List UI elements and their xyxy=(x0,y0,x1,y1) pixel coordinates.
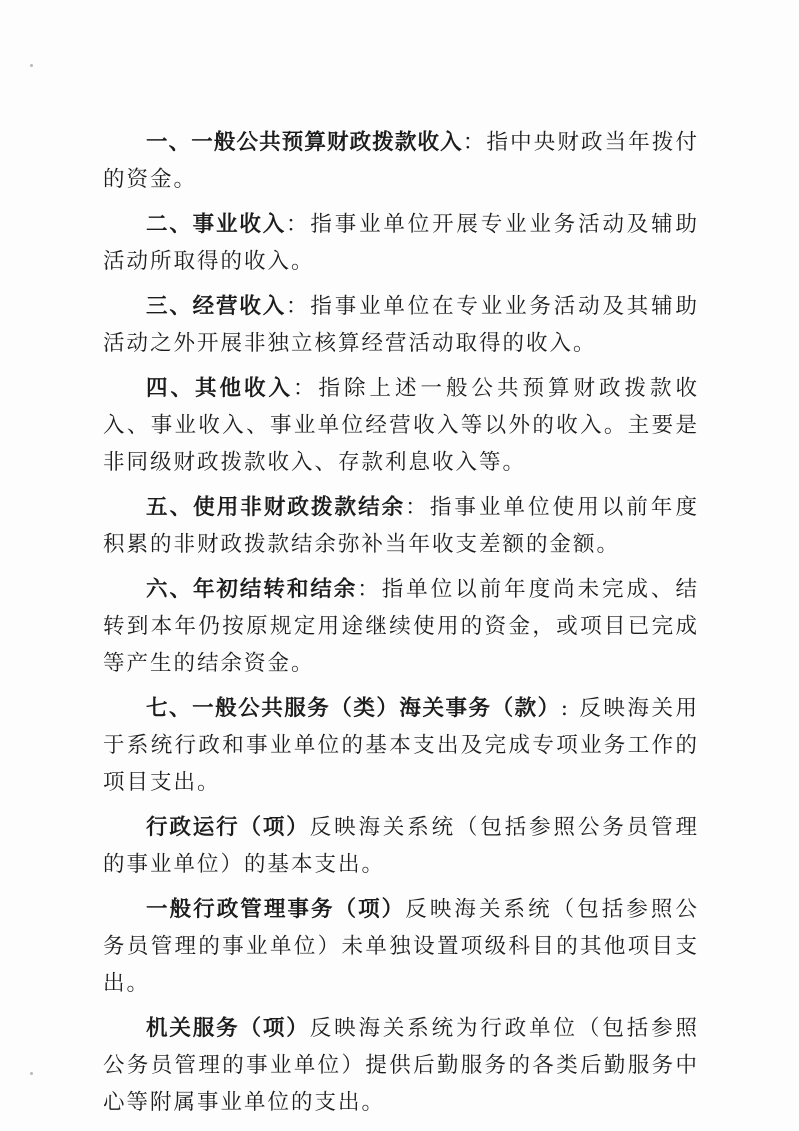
term-heading: 二、事业收入 xyxy=(146,212,287,237)
paragraph-agency-services xyxy=(103,1010,699,1121)
definition-text: 反映海关用于系统行政和事业单位的基本支出及完成专项业务工作的项目支出。 xyxy=(103,696,699,795)
term-separator: ： xyxy=(286,294,311,319)
paragraph-non-fiscal-surplus xyxy=(103,489,699,563)
document-body xyxy=(103,124,699,1129)
definition-text: 指除上述一般公共预算财政拨款收入、事业收入、事业单位经营收入等以外的收入。主要是非同级财政拨款收入、存款利息收入等。 xyxy=(103,376,699,475)
term-heading: 七、一般公共服务（类）海关事务（款） xyxy=(146,696,561,721)
term-heading: 行政运行（项） xyxy=(146,815,310,840)
term-separator: ： xyxy=(286,212,311,237)
term-heading: 六、年初结转和结余 xyxy=(146,577,358,602)
term-separator: ： xyxy=(293,376,319,401)
definition-text: 反映海关系统（包括参照公务员管理的事业单位）未单独设置项级科目的其他项目支出。 xyxy=(103,897,699,996)
definition-text: 指中央财政当年拨付的资金。 xyxy=(103,130,699,192)
scan-edge-mark xyxy=(30,64,33,67)
term-heading: 一般行政管理事务（项） xyxy=(146,897,406,922)
definition-text: 指事业单位开展专业业务活动及辅助活动所取得的收入。 xyxy=(103,212,699,274)
paragraph-administrative-operation xyxy=(103,809,699,883)
definition-text: 指单位以前年度尚未完成、结转到本年仍按原规定用途继续使用的资金，或项目已完成等产生的结余资金。 xyxy=(103,577,699,676)
paragraph-other-income xyxy=(103,370,699,481)
scan-edge-mark xyxy=(30,1072,33,1075)
paragraph-carryover-balance xyxy=(103,571,699,682)
definition-text: 反映海关系统为行政单位（包括参照公务员管理的事业单位）提供后勤服务的各类后勤服务中心等附属事业单位的支出。 xyxy=(103,1016,699,1115)
definition-text: 指事业单位使用以前年度积累的非财政拨款结余弥补当年收支差额的金额。 xyxy=(103,495,699,557)
definition-text: 指事业单位在专业业务活动及其辅助活动之外开展非独立核算经营活动取得的收入。 xyxy=(103,294,699,356)
term-separator: ： xyxy=(357,577,382,602)
term-separator: ： xyxy=(462,130,487,155)
term-heading: 一、一般公共预算财政拨款收入 xyxy=(146,130,463,155)
term-heading: 机关服务（项） xyxy=(146,1016,310,1041)
term-separator: : xyxy=(560,696,580,721)
paragraph-operating-income xyxy=(103,288,699,362)
paragraph-general-administrative-affairs xyxy=(103,891,699,1002)
term-heading: 四、其他收入 xyxy=(146,376,293,401)
term-heading: 三、经营收入 xyxy=(146,294,287,319)
term-heading: 五、使用非财政拨款结余 xyxy=(146,495,406,520)
paragraph-customs-affairs xyxy=(103,690,699,801)
paragraph-budget-appropriation-income xyxy=(103,124,699,198)
definition-text: 反映海关系统（包括参照公务员管理的事业单位）的基本支出。 xyxy=(103,815,699,877)
term-separator: ： xyxy=(405,495,430,520)
paragraph-business-income xyxy=(103,206,699,280)
